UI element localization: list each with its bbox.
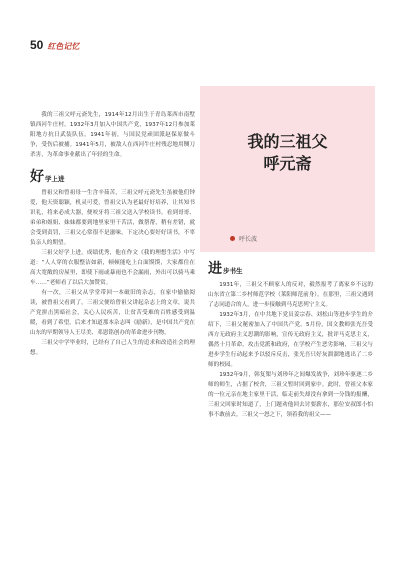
- body-paragraph: 曾祖父和曾祖母一生含辛茹苦，三祖父呼元斋先生虽被他们钟爱，他天资聪颖，机灵可爱，曾祖父认为老最好好培养，让其知书识礼，将来必成大器，便咬牙将三祖父送入学校读书。看到哥哥、弟弟和姐姐、妹妹都要到地里家里干苦活，做帮帮，稍有差错，就会受到责罚，三祖父心常很不是滋味，下定决心要好好读书，不辜负亲人的期望。: [30, 190, 195, 246]
- author-line: [230, 234, 257, 243]
- section-heading-study: [30, 170, 195, 184]
- heading-initial: 进: [208, 261, 222, 277]
- section-tag: 红色记忆: [47, 42, 80, 51]
- title-box: [200, 86, 375, 252]
- title-line-1: 我的三祖父: [247, 132, 328, 151]
- section-heading-progress: [208, 262, 373, 276]
- body-paragraph: 有一次，三祖父从学堂带回一本破旧的杂志，在家中偷偷阅读，被曾祖父看到了。三祖父便给曾祖父讲起杂志上的文章，说共产党拼击黑暗社会，关心人民疾苦，让贫苦受难的百姓感受到温暖，看到了希望。后来才知道那本杂志叫《励新》，是中国共产党在山东的早期领导人王尽美、邓恩铭创办的革命进步刊物。: [30, 290, 196, 336]
- article-title: [200, 131, 375, 175]
- intro-paragraph: 我的三祖父呼元斋先生，1914年12月出生于青岛莱西市南墅镇西河牛庄村。1932年3月加入中国共产党，1937年12月参加莱阳地方抗日武装队伍。1941年初，与国民党顽固派赵保原做斗争，受伤后被捕。1941年5月，被敌人在西河牛庄村残忍地用铡刀杀害，为革命事业献出了年轻的生命。: [30, 112, 195, 158]
- page-number: 50: [30, 38, 44, 52]
- heading-rest: 学上进: [45, 175, 65, 183]
- body-paragraph: 1931年，三祖父不顾家人的反对，毅然报考了离家乡不远的山东省立第二乡村师范学校（莱阳师范前身）。在那里，三祖父遇到了志同道合的人，进一步接触到马克思列宁主义。: [208, 282, 374, 308]
- right-column: [208, 262, 373, 420]
- author-name: 呼长波: [239, 236, 258, 243]
- body-paragraph: 1932年9月，韩复榘与刘珍年之间爆发战争，刘珍年驱逐二乡师的师生，占据了校舍，三祖父暂时回到家中。此时，曾祖父本家的一位元亲在地主家里干活，临走前失却没有拿到一分钱的报酬，三祖父回家时知道了，上门题劝他回去讨要薪水，那位安叔郎小怕事不敢前去。三祖父一怒之下，领着我的祖父——: [208, 372, 373, 418]
- heading-rest: 步书生: [223, 267, 243, 275]
- page-header: [30, 38, 79, 52]
- body-paragraph: 三祖父中学毕业时，已经有了自己人生的追求和改造社会的理想。: [30, 340, 195, 356]
- body-paragraph: 三祖父好学上进，成绩优秀，他在作文《我的理想生活》中写道：“人人穿的衣服整洁如新，顿顿能吃上白面馍馍，大家都住在高大宽敞的房屋里，即使下雨或暴雨也不会漏雨，外出可以骑马乘车……”老师看了以后大加赞赏。: [30, 250, 195, 286]
- left-column: [30, 110, 195, 358]
- body-paragraph: 1932年3月，在中共地下党员姜宗春、刘松山等进步学生的介绍下，三祖父秘密加入了中国共产党。5月份，国文教师张光吾受西方无政府主义思潮的影响，宣传无政府主义，批评马克思主义，偶然十月革命，攻击党派和政府，在学校产生恶劣影响，三祖父与进步学生行动起来予以驳斥反击，张光吾只好灰溜溜地逃出了二乡师的校园。: [208, 312, 373, 368]
- title-line-2: 呼元斋: [263, 154, 312, 173]
- heading-initial: 好: [30, 169, 44, 185]
- bullet-icon: [230, 236, 235, 241]
